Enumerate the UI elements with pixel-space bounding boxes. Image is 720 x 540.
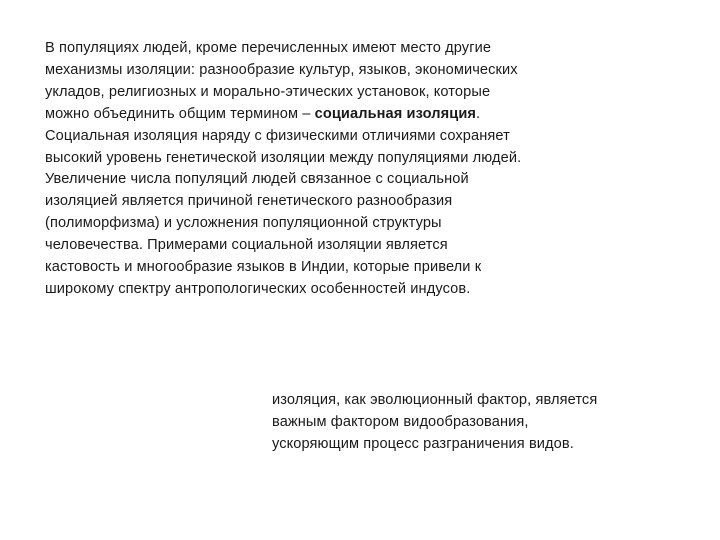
side-note-block	[272, 390, 602, 456]
paragraph-lead: В популяциях людей, кроме перечисленных имеют место другие механизмы изоляции: разнообразие культур, языков, экономических укладов, религиозных и морально-этических установок, которые можно объединить общим термином –	[45, 40, 518, 122]
side-note-text: изоляция, как эволюционный фактор, является важным фактором видообразования, ускоряющим процесс разграничения видов.	[272, 392, 598, 452]
paragraph-social-isolation-details: Социальная изоляция наряду с физическими отличиями сохраняет высокий уровень генетической изоляции между популяциями людей. Увеличение числа популяций людей связанное с социальной изоляцией является причиной генетического разнообразия (полиморфизма) и усложнения популяционной структуры человечества. Примерами социальной изоляции является кастовость и многообразие языков в Индии, которые привели к широкому спектру антропологических особенностей индусов.	[45, 127, 522, 297]
paragraph-tail: .	[476, 105, 481, 122]
highlighted-term: социальная изоляция	[314, 105, 476, 122]
main-text-block	[45, 38, 525, 301]
paragraph-social-isolation-intro	[45, 38, 525, 126]
